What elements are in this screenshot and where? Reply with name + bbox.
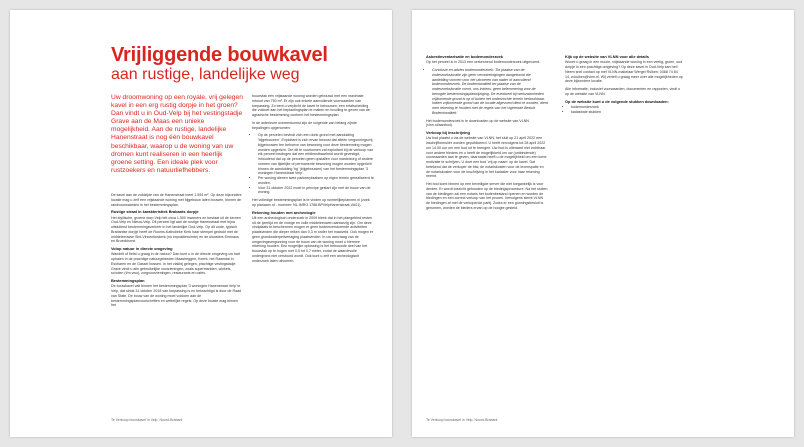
page-subtitle: aan rustige, landelijke weg xyxy=(111,66,300,83)
page-footer: Te Verkoop bouwkavel in Velp, Noord-Brabant xyxy=(111,418,183,422)
body-paragraph: Het bod komt binnen op een beveiligde server die niet toegankelijk is voor derden. Er wordt toezicht gehouden op de biedingsprocedure. Na het sluiten van de biedingen zal een notaris het bodenbestand openen en worden de biedingen en een correct verloop van het proces. Vervolgens stemt VLNN de biedingen af met de verkopende partij. Zodra er een gunningsbesluit is genomen, worden de bieders ervan op de hoogte gesteld. xyxy=(426,182,548,210)
page-footer: Te Verkoop bouwkavel in Velp, Noord-Brabant xyxy=(426,418,498,422)
page-title: Vrijliggende bouwkavel xyxy=(111,44,328,66)
left-column-2 xyxy=(252,94,374,266)
download-list xyxy=(565,105,683,115)
right-column-2 xyxy=(565,53,683,117)
left-page xyxy=(10,10,392,437)
list-item: • Per woning dienen twee parkeerplaatsen op eigen terrein gerealiseerd te worden. xyxy=(258,176,374,186)
list-item: • Op de percelen bevindt zich een donk grond met aanduiding 'bijgebouwen'. Exploitant is zich ervan bewust dat alléén vergunningsvrij bijgebouwen ten behoeve van bewoning voor deze bestemming mogen worden opgericht. Om dit te voorkomen zal exploitant bij de verkoop van elk perceel bedingen dat een erfdienstbaarheid wordt gevestigd, inhoudend dat op de percelen geen opstallen voor mantelzorg of andere vormen van tijdelijke of permanente bewoning mogen worden opgericht binnen de aanduiding 'bg' (bijgebouwen) van het bestemmingsplan '3 woningen Hanenstraat Velp'. xyxy=(258,133,374,176)
body-paragraph: Het idyllische, groene dorp Velp telt circa 1.500 inwoners en bestaat uit de kernen Oud-Velp en Nieuw-Velp. Dit perceel ligt aan de rustige Hanenstraat met bijna uitsluitend bestemmingsverkeer in het landelijke Oud-Velp. Op dit oude, typisch Brabantse dorpje heeft de Rooms-Katholieke Kerk haar stempel gedrukt met de middeleeuwse Sint-Vincentiuskerk (nu expositieruimte) en de kloosters Emmaus en Broeckhorst. xyxy=(111,215,241,244)
left-column-1 xyxy=(111,193,243,311)
section-heading: Verkoop bij inschrijving xyxy=(426,130,470,136)
list-item xyxy=(432,68,548,116)
body-paragraph: Uw bod plaatst u via de website van VLNN, het sluit op 21 april 2022 een inschrijfformulier worden gepubliceerd. U heeft vervolgens tot 28 april 2022 om 14.00 uur om een bod uit te brengen. Uw bod is uiteraard niet zichtbaar voor andere bieders en u heeft de mogelijkheid om uw (ontbindende) voorwaarden aan te geven, daarnaast heeft u de mogelijkheid om een korte motivatie te schrijven. U doet een bod 'vrij op naam' op de kavel. Dat betekend dat de verkoper de btw, de notariskosten voor de levenspalte en de notariskosten voor de inschrijving in het kadaster voor haar rekening neemt. xyxy=(426,136,547,179)
list-item: • kadastrale stukken xyxy=(571,110,683,115)
list-item: • bodemonderzoek xyxy=(571,105,683,110)
section-heading: Volop natuur in directe omgeving xyxy=(111,246,173,252)
body-paragraph: bouwvlak één vrijstaande woning worden gebouwd met een maximale inhoud van 750 m³. Er zijn ook enkele aanvullende voorwaarden van toepassing. Zo bent u verplicht de kavel te bebouwen, een erfafscheiding die voldoet aan het beplantingsplan te maken en invulling te geven van de agrarische bestemming conform het bestemmingsplan. xyxy=(252,94,370,117)
section-heading: Op de website kunt u de volgende stukken downloaden: xyxy=(565,98,669,104)
body-paragraph: Uit een archeologisch onderzoek in 2009 bleek dat in het plangebied resten uit de ijzertijd en de vroege en volle middeleeuwen aanwezig zijn. Om deze vindplaats te beschermen mogen er geen bodemverstorende activiteiten plaatsvinden die dieper reiken dan 0,3 m onder het maaiveld. Ook mogen er geen grondwaterpeilverlaging plaatsvinden. In uw aanvraag van de omgevingsvergunning voor de bouw van de woning moet u hiermee rekening houden. Een mogelijke oplossing is het bebouwde deel van het bouwvlak op te hogen met 0,5 tot 0,7 meter, zodat de waardevolle ondergrond niet verstoord wordt. Ook kunt u zelf een archeologisch onderzoek laten uitvoeren. xyxy=(252,215,374,263)
list-item: • Voor 31 oktober 2022 moet in principe gestart zijn met de bouw van de woning. xyxy=(258,186,374,196)
body-paragraph: Alle informatie, inclusief voorwaarden, documenten en rapporten, vindt u op de website van VLNN. xyxy=(565,87,681,96)
body-paragraph: Het bodemonderzoek is te downloaden op de website van VLNN (vlnn.nl/aanbod). xyxy=(426,118,529,128)
intro-paragraph: Uw droomwoning op een royale, vrij gelegen kavel in een erg rustig dorpje in het groen? Dan vindt u in Oud-Velp bij het vestingstadje Grave aan de Maas een unieke mogelijkheid. Aan de rustige, landelijke Hanenstraat is nog één bouwkavel beschikbaar, waarop u de woning van uw dromen kunt realiseren in een heerlijk groene setting. Een ideale plek voor rustzoekers en natuurliefhebbers. xyxy=(111,94,243,174)
quote-text: Conclusie en advies bodemonderzoek: 'De plaatse van de onderzoekslocatie zijn geen verontreinigingen aangetoond die aanleiding vormen voor het uitvoeren van nader of aanvullend bodemonderzoek. De bodemkwaliteit ter plaatse van de onderzoekslocatie vormt, ons inziens, geen belemmering voor de beoogde bestemmingsplanwijziging. De eventueel bij werkzaamheden vrijkomende grond is op of buiten het onderzochte terrein herbruikbaar. Indien vrijkomende grond van de locatie afgevoerd dient te worden, dient men rekening te houden met de regels van het vigerende Besluit Bodemkwaliteit.' xyxy=(432,68,548,115)
body-paragraph: Wandelt of fietst u graag in de natuur? Dan kunt u in de directe omgeving uw hart ophalen in de prachtige natuurgebieden Maasheggen, Keent, het Raamdal in Escharen en de Gassel bossen. In het vlakbij gelegen, prachtige vestingstadje Grave vindt u alle gebruikelijke voorzieningen, zoals supermarkten, winkels, scholen (t/m vwo), zorgvoorzieningen, restaurants en cafés. xyxy=(111,252,241,276)
body-paragraph: De bouwkavel valt binnen het bestemmingsplan '3 woningen Hanenstraat Velp' te Velp, dat sinds 31 oktober 2018 van toepassing is en bekrachtigd is door de Raad van State. De bouw van de woning moet voldoen aan de bestemmingsplanvoorschriften en wettelijke regels. Op deze locatie mag binnen het xyxy=(111,284,242,308)
body-paragraph: Het volledige bestemmingsplan is te vinden op ruimtelijkeplannen.nl (zoek op planaam of - nummer: NL.IMRO.1786.BPVelpHanenstraat-VA01). xyxy=(252,198,370,207)
right-column-1 xyxy=(426,53,548,214)
body-paragraph: In de anterieure overeenkomst zijn de volgende van belang zijnde bepalingen opgenomen: xyxy=(252,120,357,130)
section-heading: Bestemmingsplan xyxy=(111,278,145,284)
section-heading: Kijk op de website van VLNN voor alle details xyxy=(565,54,649,59)
right-page xyxy=(412,10,794,437)
bullet-list xyxy=(426,68,548,116)
body-paragraph: De kavel aan de zuidzijde van de Hanenstraat meet 1.594 m². Op deze bijzondere locatie mag u zelf een vrijstaande woning met bijgebouw laten bouwen, binnen de randvoorwaarden in het bestemmingsplan. xyxy=(111,193,242,207)
section-heading: Asbestinventarisatie en bodemonderzoek xyxy=(426,54,503,59)
section-heading: Rekening houden met archeologie xyxy=(252,209,316,215)
bullet-list xyxy=(252,133,374,195)
body-paragraph: Woont u graag in een mooie, vrijstaande woning in een veelig, groen, oud dorpje in een prachtige omgeving? Op deze kavel in Oud-Velp kan het! Neem snel contact op met VLNN-makelaar Wergel Rulken: 0368 74 84 14, w.kulken@vlnn.nl. Wij vertelt u graag meer over alle mogelijkheden op deze bijzondere locatie. xyxy=(565,60,683,84)
body-paragraph: Op het perceel is in 2013 een verkennend bodemonderzoek uitgevoerd. xyxy=(426,60,541,65)
section-heading: Rustige straat in karakteristiek Brabants dorpje xyxy=(111,209,199,215)
